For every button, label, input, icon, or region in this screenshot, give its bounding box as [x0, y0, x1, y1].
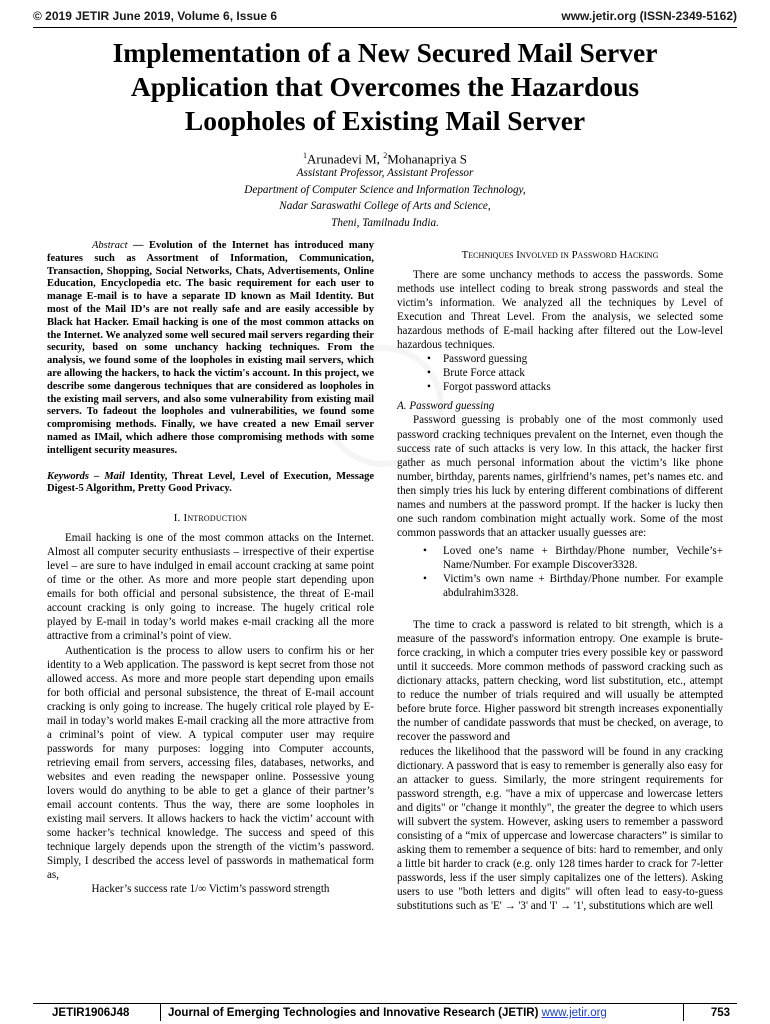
list-item: • Victim’s own name + Birthday/Phone number. For example abdulrahim3328. — [423, 572, 723, 600]
author-name: Mohanapriya S — [387, 151, 467, 167]
title-line: Loopholes of Existing Mail Server — [184, 105, 586, 136]
header-rule — [33, 27, 737, 28]
list-item: • Forgot password attacks — [427, 381, 551, 394]
technique-list — [397, 352, 723, 394]
subsection-heading: A. Password guessing — [397, 400, 495, 413]
bullet-icon: • — [427, 353, 431, 366]
left-column — [47, 240, 374, 896]
author-sup: 1 — [303, 151, 307, 160]
affiliation — [0, 165, 770, 231]
title-line: Application that Overcomes the Hazardous — [130, 71, 640, 102]
affiliation-line: Nadar Saraswathi College of Arts and Science, — [279, 200, 491, 212]
intro-paragraph: Authentication is the process to allow users to confirm his or her identity to a Web application. The password is kept secret from those not allowed access. As more and more people start depending upon emails for both official and personal subsistence, the threat of E-mail account cracking is only going to increase. The hugely critical role played by E-mail in today’s world makes E-mail cracking all the more attractive from a criminal’s point of view. A typical computer user may require passwords for many purposes: logging into Computer accounts, retrieving email from servers, accessing files, databases, networks, and websites and even reading the newspaper online. Possessive young lovers would do anything to be able to get a glance of their partner’s email account contents. Thus the way, there are some loopholes in existing mail servers. It allows hackers to hack the victim’ account with some hacker’s technical knowledge. The success and speed of this technique largely depends upon the strength of the victim’s password. Simply, I described the access level of passwords in mathematical form as, — [47, 644, 374, 882]
abstract — [47, 240, 374, 458]
page-header — [33, 7, 737, 25]
affiliation-line: Theni, Tamilnadu India. — [331, 216, 439, 229]
section-heading-techniques: Techniques Involved in Password Hacking — [461, 249, 659, 261]
affiliation-line: Assistant Professor, Assistant Professor — [296, 167, 474, 179]
keywords-text: Identity, Threat Level, Level of Execution, Message Digest-5 Algorithm, Pretty Good Privacy. — [47, 470, 375, 495]
footer-divider — [160, 1003, 161, 1021]
page-number: 753 — [710, 1007, 730, 1019]
header-website: www.jetir.org (ISSN-2349-5162) — [561, 9, 737, 23]
list-item: • Brute Force attack — [427, 367, 525, 380]
techniques-paragraph: There are some unchancy methods to access the passwords. Some methods use intellect coding to break strong passwords and steal the victim’s information. We analyzed all the techniques by Level of Execution and Threat Level. From the analysis, we selected some hazardous methods of E-mail hacking after filtered out the Low-level hazardous techniques. — [397, 269, 723, 352]
affiliation-line: Department of Computer Science and Information Technology, — [244, 183, 526, 196]
journal-link[interactable]: www.jetir.org — [541, 1007, 607, 1019]
abstract-text: — Evolution of the Internet has introduced many features such as Assortment of Information, Communication, Transaction, Shopping, Social Networks, Chats, Advertisements, Online Education, Encyclopedia etc. The basic requirement for each user to manage E-mail is to have a separate ID known as Mail Identity. But most of the Mail ID’s are not really safe and are easily accessible by Black hat Hacker. Email hacking is one of the most common attacks on the Internet. We analyzed some well secured mail servers regarding their security, based on some unchancy hacking techniques. From the analysis, we found some of the loopholes in existing mail servers, which are allowing the hackers, to hack the victim's account. In this project, we describe some dangerous techniques that are considered as loopholes in the existing mail servers, and also some vulnerability from existing mail servers. To fadeout the loopholes and vulnerabilities, we found some compromising methods. Finally, we have created a new Email server named as IMail, which adhere those compromising methods with some intelligent security measures. — [47, 240, 374, 456]
right-column — [397, 248, 723, 913]
footer-divider — [683, 1003, 684, 1021]
bullet-icon: • — [423, 544, 427, 557]
author-name: Arunadevi M, — [307, 151, 384, 167]
bit-strength-paragraph-cont: reduces the likelihood that the password will be found in any cracking dictionary. A password that is easy to remember is generally also easy for an attacker to guess. Similarly, the more stringent requirements for password strength, e.g. "have a mix of uppercase and lowercase letters and digits" or "change it monthly", the greater the degree to which users will subvert the system. However, asking users to remember a password consisting of a “mix of uppercase and lowercase characters” is similar to asking them to remember a sequence of bits: hard to remember, and only a little bit harder to crack (e.g. only 128 times harder to crack for 7-letter passwords, less if the user simply capitalizes one of the letters). Asking users to use "both letters and digits" will often lead to easy-to-guess substitutions such as 'E' → '3' and 'I' → '1', substitutions which are well — [397, 745, 723, 913]
abstract-label: Abstract — [92, 240, 128, 251]
bullet-icon: • — [427, 381, 431, 394]
example-list — [397, 544, 723, 600]
journal-name: Journal of Emerging Technologies and Innovative Research (JETIR) www.jetir.org — [168, 1007, 607, 1019]
page-footer — [52, 1005, 730, 1021]
title-line: Implementation of a New Secured Mail Server — [112, 37, 658, 68]
list-item: • Password guessing — [427, 353, 528, 366]
header-copyright: © 2019 JETIR June 2019, Volume 6, Issue 6 — [33, 9, 278, 23]
author-sup: 2 — [383, 151, 388, 160]
article-id: JETIR1906J48 — [52, 1007, 130, 1019]
keywords-label: Keywords – Mail — [47, 470, 125, 482]
formula: Hacker’s success rate 1/∞ Victim’s password strength — [91, 883, 330, 896]
bullet-icon: • — [423, 572, 427, 585]
bit-strength-paragraph: The time to crack a password is related to bit strength, which is a measure of the password's information entropy. One example is brute-force cracking, in which a computer tries every possible key or password until it succeeds. More common methods of password cracking such as dictionary attacks, pattern checking, word list substitution, etc., attempt to reduce the number of trials required and will usually be attempted before brute force. Higher password bit strength increases exponentially the number of candidate passwords that must be checked, on average, to recover the password and — [397, 619, 723, 744]
paper-title — [30, 36, 740, 138]
footer-rule — [33, 1003, 737, 1004]
password-guessing-paragraph: Password guessing is probably one of the most commonly used password cracking techniques prevalent on the Internet, even though the success rate of such attacks is very low. In this attack, the hacker first gather as much personal information about the victim’s like phone number, birthday, parents names, girlfriend’s names, pet’s names etc. and then simply tries his luck by entering different combinations of different names and numbers at the password prompt. If the hacker is lucky then one such random combination might actually work. Some of the most common passwords that an attacker usually guesses are: — [397, 414, 723, 539]
section-heading-introduction: I. Introduction — [173, 512, 248, 525]
bullet-icon: • — [427, 367, 431, 380]
list-item: • Loved one’s name + Birthday/Phone number, Vechile’s+ Name/Number. For example Discover3328. — [423, 544, 723, 571]
keywords — [47, 471, 374, 497]
intro-paragraph: Email hacking is one of the most common attacks on the Internet. Almost all computer security enthusiasts – irrespective of their expertise level – are sure to have indulged in email account cracking at same point of time or the other. As more and more people start depending upon emails for both official and personal subsistence, the threat of E-mail account cracking is only going to increase. The hugely critical role played by E-mail in today’s world makes e-mail cracking all the more attractive from a criminal’s point of view. — [47, 532, 374, 643]
